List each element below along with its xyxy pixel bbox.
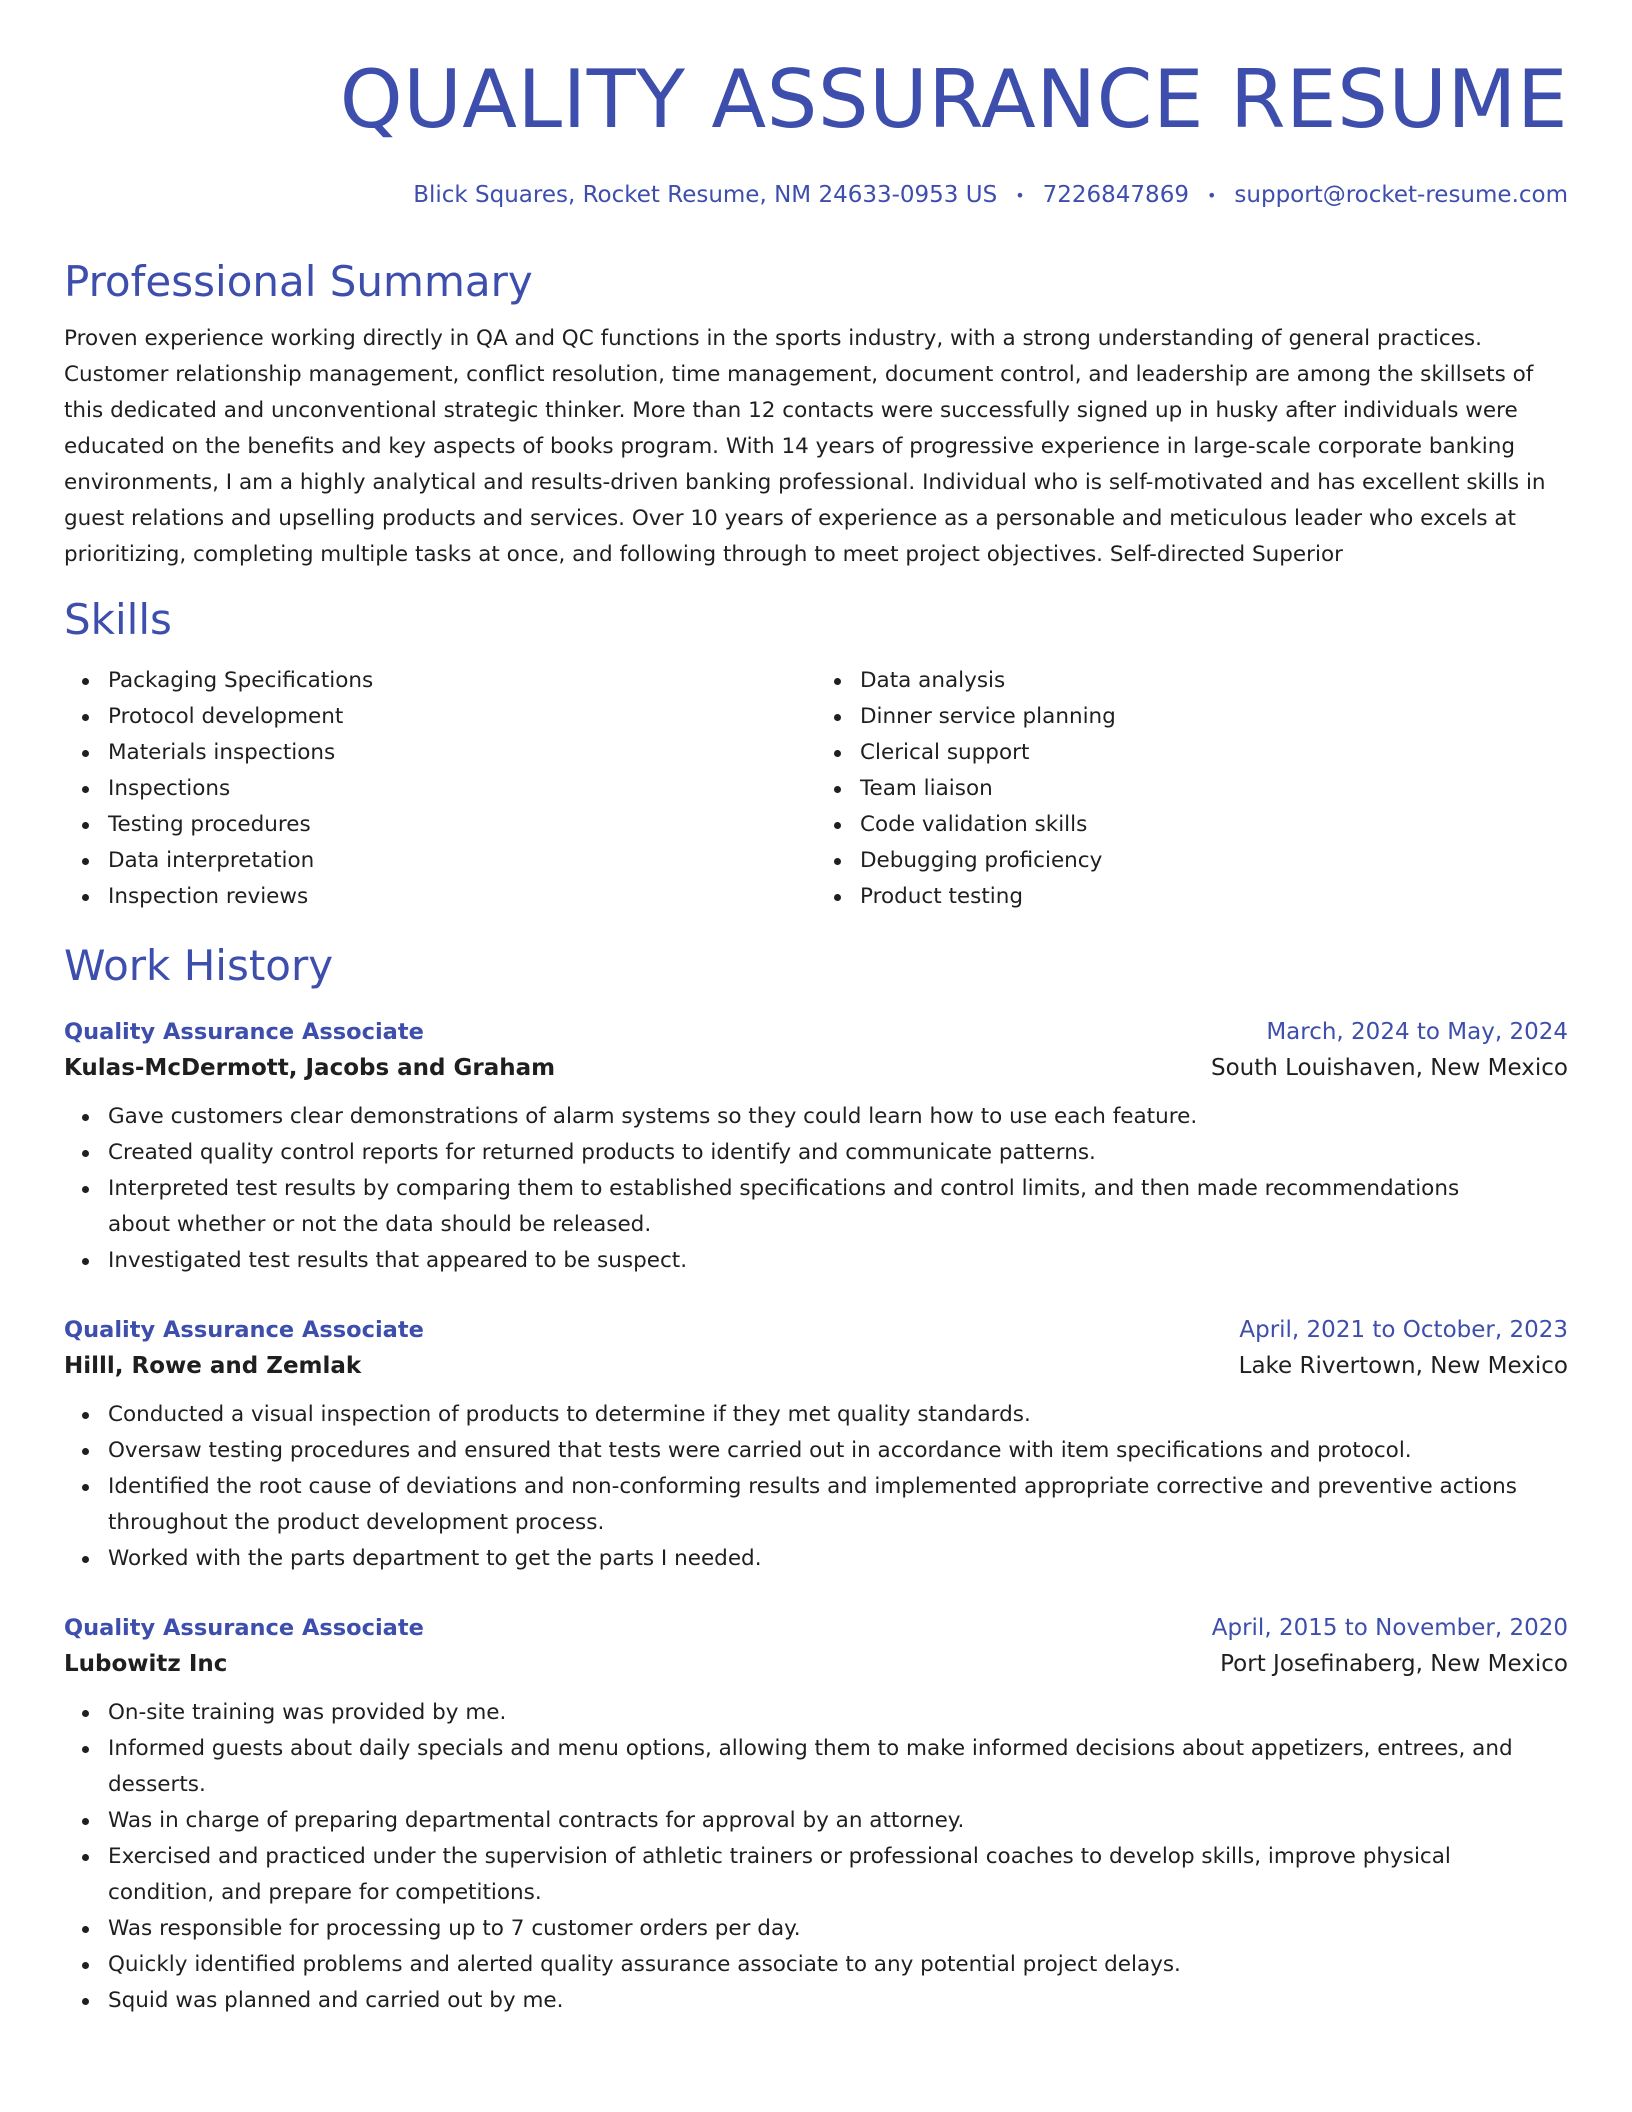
summary-text: Proven experience working directly in QA and QC functions in the sports industry, with a strong understanding of general practices. Customer relationship management, conflict resolution, time management, document control, and leadership are among the skillsets of this dedicated and unconventional strategic thinker. More than 12 contacts were successfully signed up in husky after individuals were educated on the benefits and key aspects of books program. With 14 years of progressive experience in large-scale corporate banking environments, I am a highly analytical and results-driven banking professional. Individual who is self-motivated and has excellent skills in guest relations and upselling products and services. Over 10 years of experience as a personable and meticulous leader who excels at prioritizing, completing multiple tasks at once, and following through to meet project objectives. Self-directed Superior [64,325,1546,567]
skill-item: Materials inspections [108,735,816,771]
job-entry [64,1015,1568,1279]
job-duties [64,1099,1568,1279]
skill-item: Clerical support [860,735,1568,771]
job-duty: Oversaw testing procedures and ensured that tests were carried out in accordance with item specifications and protocol. [108,1433,1528,1469]
contact-separator: • [1206,185,1217,205]
job-duty: Was responsible for processing up to 7 customer orders per day. [108,1911,1528,1947]
skill-item: Debugging proficiency [860,843,1568,879]
skill-item: Product testing [860,879,1568,915]
job-title: Quality Assurance Associate [64,1614,424,1641]
job-duty: Informed guests about daily specials and menu options, allowing them to make informed decisions about appetizers, entrees, and desserts. [108,1731,1528,1803]
skill-item: Protocol development [108,699,816,735]
job-dates: April, 2015 to November, 2020 [1211,1614,1568,1641]
skill-item: Testing procedures [108,807,816,843]
summary-heading: Professional Summary [64,256,533,306]
job-duty: Interpreted test results by comparing them to established specifications and control limits, and then made recommendations about whether or not the data should be released. [108,1171,1528,1243]
job-duty: Exercised and practiced under the supervision of athletic trainers or professional coaches to develop skills, improve physical condition, and prepare for competitions. [108,1839,1528,1911]
job-entry [64,1313,1568,1577]
skill-item: Packaging Specifications [108,663,816,699]
job-duty: Created quality control reports for returned products to identify and communicate patterns. [108,1135,1528,1171]
job-duty: Identified the root cause of deviations and non-conforming results and implemented appropriate corrective and preventive actions throughout the product development process. [108,1469,1528,1541]
contact-phone: 7226847869 [1042,182,1189,208]
skill-item: Inspection reviews [108,879,816,915]
job-duties [64,1397,1568,1577]
job-duty: Quickly identified problems and alerted quality assurance associate to any potential project delays. [108,1947,1528,1983]
skills-column-right [816,663,1568,915]
job-dates: March, 2024 to May, 2024 [1266,1018,1568,1045]
job-company: Lubowitz Inc [64,1650,228,1677]
job-duty: Worked with the parts department to get the parts I needed. [108,1541,1528,1577]
skill-item: Code validation skills [860,807,1568,843]
skills-column-left [64,663,816,915]
contact-email: support@rocket-resume.com [1234,182,1568,208]
job-duty: Conducted a visual inspection of products to determine if they met quality standards. [108,1397,1528,1433]
job-duty: Investigated test results that appeared to be suspect. [108,1243,1528,1279]
job-company: Hilll, Rowe and Zemlak [64,1352,362,1379]
job-location: Lake Rivertown, New Mexico [1238,1352,1568,1379]
skills-list [64,663,1568,915]
job-duty: Was in charge of preparing departmental contracts for approval by an attorney. [108,1803,1528,1839]
job-duty: Gave customers clear demonstrations of alarm systems so they could learn how to use each feature. [108,1099,1528,1135]
contact-separator: • [1015,185,1025,205]
job-title: Quality Assurance Associate [64,1018,424,1045]
skill-item: Inspections [108,771,816,807]
skill-item: Dinner service planning [860,699,1568,735]
job-title: Quality Assurance Associate [64,1316,424,1343]
skill-item: Team liaison [860,771,1568,807]
job-duty: On-site training was provided by me. [108,1695,1528,1731]
skills-heading: Skills [64,594,172,644]
contact-address: Blick Squares, Rocket Resume, NM 24633-0953 US [413,182,998,208]
skill-item: Data analysis [860,663,1568,699]
resume-title: QUALITY ASSURANCE RESUME [339,53,1568,146]
skill-item: Data interpretation [108,843,816,879]
job-company: Kulas-McDermott, Jacobs and Graham [64,1054,556,1081]
contact-info [64,180,1568,211]
job-location: Port Josefinaberg, New Mexico [1220,1650,1568,1677]
job-location: South Louishaven, New Mexico [1210,1054,1568,1081]
job-duty: Squid was planned and carried out by me. [108,1983,1528,2019]
job-duties [64,1695,1568,2019]
job-dates: April, 2021 to October, 2023 [1239,1316,1568,1343]
job-entry [64,1611,1568,2019]
work-history-heading: Work History [64,940,334,990]
